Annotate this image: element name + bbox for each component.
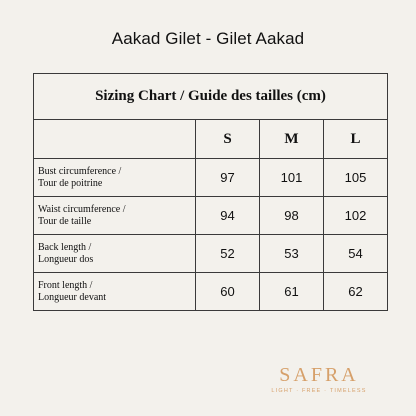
value-cell: 97: [196, 159, 260, 197]
value-cell: 102: [324, 197, 388, 235]
value-cell: 61: [260, 273, 324, 311]
row-label: [34, 273, 196, 311]
row-label: [34, 235, 196, 273]
row-label: [34, 197, 196, 235]
brand-tagline: LIGHT · FREE · TIMELESS: [271, 388, 367, 394]
row-label-fr: Tour de poitrine: [38, 177, 103, 189]
value-cell: 54: [324, 235, 388, 273]
brand-logo: [259, 364, 379, 394]
value-cell: 53: [260, 235, 324, 273]
size-header-s: S: [196, 120, 260, 159]
header-empty-cell: [34, 120, 196, 159]
row-label-fr: Longueur dos: [38, 253, 94, 265]
value-cell: 98: [260, 197, 324, 235]
row-label: [34, 159, 196, 197]
value-cell: 60: [196, 273, 260, 311]
value-cell: 101: [260, 159, 324, 197]
row-label-en: Bust circumference /: [38, 165, 122, 177]
row-label-fr: Longueur devant: [38, 291, 107, 303]
table-row: [34, 235, 388, 273]
chart-title: Sizing Chart / Guide des tailles (cm): [34, 74, 388, 120]
brand-name: SAFRA: [279, 364, 359, 386]
value-cell: 105: [324, 159, 388, 197]
table-row: [34, 197, 388, 235]
value-cell: 52: [196, 235, 260, 273]
value-cell: 62: [324, 273, 388, 311]
sizing-table: [33, 73, 388, 311]
size-header-l: L: [324, 120, 388, 159]
page-title: Aakad Gilet - Gilet Aakad: [111, 29, 305, 48]
row-label-en: Front length /: [38, 279, 93, 291]
table-row: [34, 273, 388, 311]
size-header-m: M: [260, 120, 324, 159]
row-label-fr: Tour de taille: [38, 215, 92, 227]
row-label-en: Back length /: [38, 241, 92, 253]
table-row: [34, 159, 388, 197]
row-label-en: Waist circumference /: [38, 203, 126, 215]
value-cell: 94: [196, 197, 260, 235]
